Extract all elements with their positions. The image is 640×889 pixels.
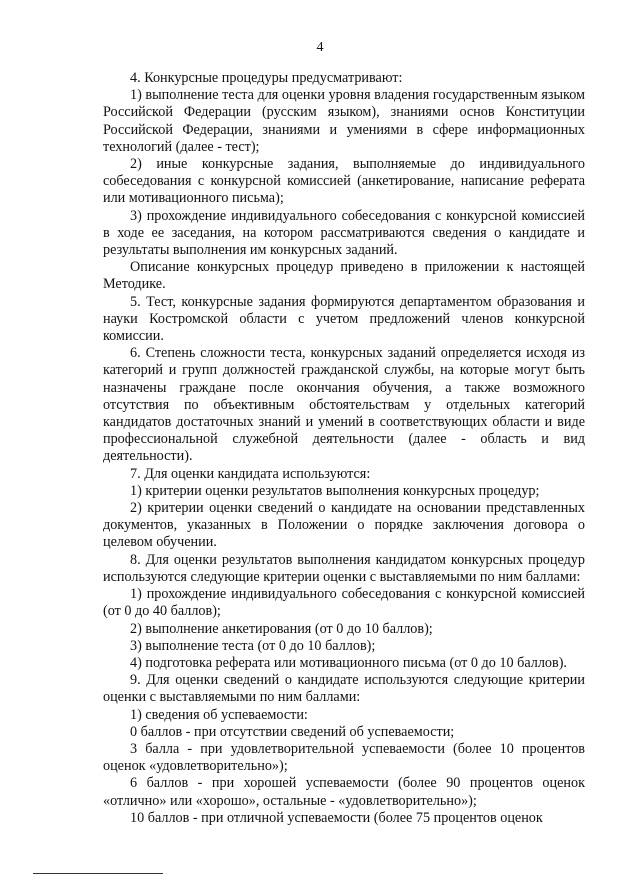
paragraph: 0 баллов - при отсутствии сведений об успеваемости; [130,723,455,740]
page-number: 4 [316,40,324,55]
paragraph: 3 балла - при удовлетворительной успеваемости (более 10 процентов оценок «удовлетворительно»); [103,740,585,775]
paragraph: 3) прохождение индивидуального собеседования с конкурсной комиссией в ходе ее заседания, на котором рассматриваются сведения о кандидате и результаты выполнения им конкурсных заданий. [103,207,585,259]
document-body [103,70,585,827]
paragraph: 1) прохождение индивидуального собеседования с конкурсной комиссией (от 0 до 40 баллов); [103,586,585,620]
paragraph: 2) критерии оценки сведений о кандидате на основании представленных документов, указанных в Положении о порядке заключения договора о целевом обучении. [103,500,585,551]
paragraph: 5. Тест, конкурсные задания формируются департаментом образования и науки Костромской области с учетом предложений членов конкурсной комиссии. [103,293,585,345]
paragraph: 6 баллов - при хорошей успеваемости (более 90 процентов оценок «отлично» или «хорошо», остальные - «удовлетворительно»); [103,775,585,809]
paragraph: 7. Для оценки кандидата используются: [130,465,371,482]
paragraph: 8. Для оценки результатов выполнения кандидатом конкурсных процедур используются следующие критерии оценки с выставляемыми по ним баллами: [103,551,585,585]
paragraph: 2) иные конкурсные задания, выполняемые до индивидуального собеседования с конкурсной комиссией (анкетирование, написание реферата или мотивационного письма); [103,156,585,207]
paragraph: 1) сведения об успеваемости: [130,706,308,723]
paragraph: 2) выполнение анкетирования (от 0 до 10 баллов); [130,620,433,637]
paragraph: 10 баллов - при отличной успеваемости (более 75 процентов оценок [130,809,543,826]
paragraph: Описание конкурсных процедур приведено в приложении к настоящей Методике. [103,259,585,293]
paragraph: 6. Степень сложности теста, конкурсных заданий определяется исходя из категорий и групп должностей гражданской службы, на которые могут быть назначены граждане после окончания обучения, а также возможного отсутствия по объективным обстоятельствам у отдельных категорий кандидатов достаточных знаний и умений в соответствующих области и виде профессиональной служебной деятельности (далее - область и вид деятельности). [103,345,585,465]
paragraph: 9. Для оценки сведений о кандидате используются следующие критерии оценки с выставляемыми по ним баллами: [103,672,585,706]
paragraph: 4) подготовка реферата или мотивационного письма (от 0 до 10 баллов). [130,654,567,671]
paragraph: 4. Конкурсные процедуры предусматривают: [130,70,403,86]
paragraph: 3) выполнение теста (от 0 до 10 баллов); [130,637,376,654]
paragraph: 1) выполнение теста для оценки уровня владения государственным языком Российской Федерации (русским языком), знаниями основ Конституции Российской Федерации, знаниями и умениями в сфере информационных технологий (далее - тест); [103,87,585,155]
paragraph: 1) критерии оценки результатов выполнения конкурсных процедур; [130,482,540,499]
footnote-separator [33,873,163,874]
